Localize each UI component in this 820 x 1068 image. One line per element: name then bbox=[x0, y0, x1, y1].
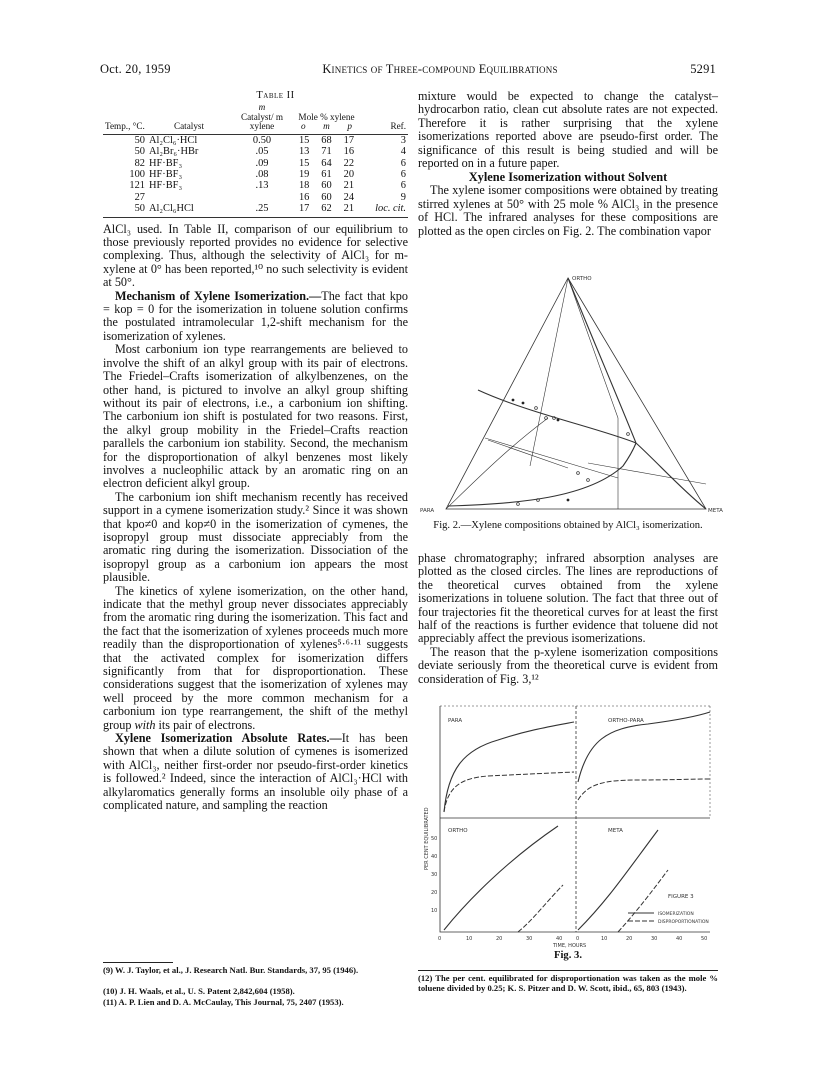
table-cell-ratio: .08 bbox=[255, 169, 269, 180]
fig2-guide-g bbox=[446, 418, 548, 509]
fig3-ytick: 10 bbox=[431, 908, 438, 914]
footnote-9: (9) W. J. Taylor, et al., J. Research Natl. Bur. Standards, 37, 95 (1946). bbox=[103, 965, 359, 975]
fig2-guide-c bbox=[485, 438, 618, 478]
fig2-point bbox=[577, 472, 580, 475]
left-paragraph-1: AlCl₃ used. In Table II, comparison of our equilibrium to those previously reported provides no evidence for selective complexing. Thus, although the selectivity of AlCl₃ for m-xylene at 0° has been reported,¹⁰ no such selectivity is evident at 50°. bbox=[103, 221, 408, 290]
col-ratio bbox=[231, 103, 293, 134]
col-mole bbox=[293, 103, 360, 134]
fig2-guide-f bbox=[588, 463, 706, 484]
fig3-curve-ortho-iso bbox=[444, 826, 558, 930]
table-cell-m: 68 bbox=[321, 134, 332, 146]
right-column bbox=[418, 90, 718, 238]
table-row bbox=[103, 134, 408, 146]
fig3-xtick: 10 bbox=[466, 936, 473, 942]
ternary-diagram bbox=[418, 268, 723, 518]
fig2-point bbox=[557, 419, 560, 422]
table-cell-o: 15 bbox=[298, 134, 310, 146]
kinetics-text-with: with bbox=[134, 717, 156, 732]
fig3-curve-op-iso bbox=[578, 712, 710, 782]
page-number: 5291 bbox=[690, 62, 716, 76]
footnote-11: (11) A. P. Lien and D. A. McCaulay, This Journal, 75, 2407 (1953). bbox=[103, 997, 344, 1007]
fig2-point bbox=[517, 503, 520, 506]
table-cell-m: 60 bbox=[321, 180, 332, 192]
table-cell-catalyst: Al₂Cl₆·HCl bbox=[149, 134, 198, 146]
table-cell-o: 15 bbox=[298, 157, 310, 169]
table-cell-ratio: 0.50 bbox=[252, 134, 272, 146]
table-row bbox=[103, 146, 408, 157]
table-cell-catalyst: Al₂Br₆·HBr bbox=[149, 146, 199, 158]
fig2-curve-meta bbox=[636, 443, 706, 509]
fig3-ytick: 50 bbox=[431, 836, 438, 842]
table-cell-temp: 100 bbox=[129, 169, 145, 180]
col-catalyst: Catalyst bbox=[147, 103, 231, 134]
table-row bbox=[103, 203, 408, 217]
table-cell-p: 24 bbox=[343, 191, 355, 203]
table-cell-p: 17 bbox=[343, 134, 355, 146]
fig3-ytick: 40 bbox=[431, 854, 438, 860]
table-cell-catalyst: HF·BF₃ bbox=[149, 180, 183, 192]
figure-3 bbox=[418, 700, 718, 950]
right-paragraph-4: The reason that the p-xylene isomerization compositions deviate seriously from the theoretical curve is evident from consideration of Fig. 3,¹² bbox=[418, 644, 718, 686]
table-cell-ratio bbox=[231, 192, 293, 203]
equilibrium-table bbox=[103, 103, 408, 218]
table-cell-temp: 82 bbox=[134, 157, 145, 169]
fig3-xtick: 0 bbox=[438, 936, 442, 942]
col-ratio-label: Catalyst/ m xylene bbox=[240, 111, 284, 132]
figure-3-caption: Fig. 3. bbox=[554, 950, 582, 961]
table-cell-ref: 6 bbox=[400, 157, 406, 169]
table-cell-ratio: .25 bbox=[231, 203, 293, 217]
left-paragraph-5 bbox=[103, 585, 408, 732]
table-cell-m: 71 bbox=[321, 146, 332, 158]
fig3-curve-para-disp bbox=[444, 772, 574, 812]
fig3-curve-ortho-disp bbox=[518, 885, 563, 932]
table-cell-catalyst: HF·BF₃ bbox=[149, 169, 183, 180]
table-cell-ratio: .13 bbox=[255, 180, 269, 192]
table-cell-temp: 50 bbox=[134, 134, 145, 146]
table-cell-m: 62 bbox=[315, 203, 337, 217]
footnote-12: (12) The per cent. equilibrated for disproportionation was taken as the mole % toluene divided by 0.25; K. S. Pitzer and D. W. Scott, ibid., 65, 803 (1943). bbox=[418, 973, 718, 994]
fig3-xtick: 30 bbox=[651, 936, 658, 942]
table-cell-o: 16 bbox=[298, 191, 310, 203]
col-ratio-top: m bbox=[258, 102, 266, 112]
right-paragraph-1: mixture would be expected to change the catalyst–hydrocarbon ratio, clean cut absolute rates are not expected. Therefore it is rather surprising that the xylene isomerizations reported above are pseudo-first order. The significance of this result is being studied and will be reported on in a future paper. bbox=[418, 89, 718, 171]
table-cell-o: 18 bbox=[298, 180, 310, 192]
fig3-xtick: 20 bbox=[496, 936, 503, 942]
section-heading-no-solvent: Xylene Isomerization without Solvent bbox=[468, 170, 668, 185]
table-cell-ref: 6 bbox=[400, 169, 406, 180]
fig2-point bbox=[512, 399, 515, 402]
absolute-rates-text: It has been shown that when a dilute solution of cymenes is isomerized with AlCl₃, neither first-order nor pseudo-first-order kinetics is followed.² Indeed, since the interaction of AlCl₃·HCl with alkylaromatics generally forms an insoluble oily phase of a complicated nature, and sampling the reaction bbox=[103, 731, 408, 813]
footnote-rule-right bbox=[418, 970, 718, 971]
fig3-curve-meta-iso bbox=[578, 830, 658, 930]
right-paragraph-3: phase chromatography; infrared absorption analyses are plotted as the closed circles. The lines are reproductions of the theoretical curves obtained from the xylene isomerizations in toluene solution. The fact that three out of four trajectories fit the theoretical curves for at least the first half of the reactions is further evidence that toluene did not appreciably affect the previous isomerizations. bbox=[418, 551, 718, 646]
col-m: m bbox=[323, 121, 330, 132]
right-paragraph-2: The xylene isomer compositions were obtained by treating stirred xylenes at 50° with 25 mole % AlCl₃ in the presence of HCl. The infrared analyses for these compositions are plotted as the open circles on Fig. 2. The combination vapor bbox=[418, 183, 718, 238]
fig2-point bbox=[567, 499, 570, 502]
table-cell-p: 21 bbox=[338, 203, 360, 217]
footnote-rule-left bbox=[103, 962, 173, 963]
fig3-ytick: 30 bbox=[431, 872, 438, 878]
fig2-curve-ortho bbox=[568, 278, 636, 443]
fig3-xtick: 20 bbox=[626, 936, 633, 942]
table-title: Table II bbox=[256, 90, 295, 101]
legend-disp-label: DISPROPORTIONATION bbox=[658, 920, 709, 925]
fig2-point bbox=[587, 479, 590, 482]
header-date: Oct. 20, 1959 bbox=[100, 62, 171, 76]
table-cell-m: 60 bbox=[321, 191, 332, 203]
table-cell-catalyst: HF·BF₃ bbox=[149, 157, 183, 169]
fig2-label-ortho: ORTHO bbox=[572, 276, 592, 282]
left-paragraph-3: Most carbonium ion type rearrangements are believed to involve the shift of an alkyl group with its pair of electrons. The Friedel–Crafts isomerization of alkylbenzenes, on the other hand, is pictured to involve an alkyl group shifting without its pair of electrons, i.e., a carbonium ion shifting. The carbonium ion shift is postulated for two reasons. First, the alkyl group mobility in the Friedel–Crafts reaction parallels the carbonium ion stability. Second, the mechanism for the disproportionation of alkyl benzenes most likely involves a nucleophilic attack by an aromatic ring on an electron deficient alkyl group. bbox=[103, 342, 408, 491]
fig3-label-ortho-para: ORTHO-PARA bbox=[608, 718, 644, 724]
table-row bbox=[103, 169, 408, 180]
fig3-xlabel: TIME, HOURS bbox=[553, 943, 587, 949]
fig2-point bbox=[535, 407, 538, 410]
fig3-xtick: 0 bbox=[576, 936, 580, 942]
table-cell-ref: 6 bbox=[400, 180, 406, 192]
fig3-label-para: PARA bbox=[448, 718, 463, 724]
table-cell-temp: 50 bbox=[103, 203, 147, 217]
col-o: o bbox=[301, 121, 306, 132]
table-cell-o: 13 bbox=[298, 146, 310, 158]
figure-2 bbox=[418, 268, 723, 518]
left-column bbox=[103, 90, 408, 813]
fig3-ytick: 20 bbox=[431, 890, 438, 896]
table-cell-o: 19 bbox=[298, 169, 310, 180]
fig3-xtick: 40 bbox=[556, 936, 563, 942]
table-cell-p: 16 bbox=[343, 146, 355, 158]
fig3-xtick: 30 bbox=[526, 936, 533, 942]
fig3-xtick: 10 bbox=[601, 936, 608, 942]
table-cell-ref: 9 bbox=[400, 191, 406, 203]
table-cell-m: 64 bbox=[321, 157, 332, 169]
fig2-point bbox=[522, 402, 525, 405]
fig3-curve-op-disp bbox=[578, 779, 710, 800]
table-row bbox=[103, 192, 408, 203]
col-mole-label: Mole % xylene bbox=[298, 111, 355, 122]
left-paragraph-2 bbox=[103, 290, 408, 344]
table-cell-temp: 50 bbox=[134, 146, 145, 158]
fig3-ylabel: PER CENT EQUILIBRATED bbox=[424, 807, 430, 870]
left-paragraph-4: The carbonium ion shift mechanism recently has received support in a cymene isomerization study.² Since it was shown that kpo≠0 and kop≠0 in the isomerization of cymenes, the isopropyl group must dissociate appreciably from the aromatic ring during the isomerization. Dissociation of the isopropyl group as a carbonium ion appears the most plausible. bbox=[103, 489, 408, 585]
fig2-curve-upper bbox=[478, 390, 636, 443]
col-ref: Ref. bbox=[360, 103, 408, 134]
fig2-guide-b bbox=[530, 278, 568, 466]
kinetics-text-c: its pair of electrons. bbox=[155, 717, 256, 732]
fig3-xtick: 50 bbox=[701, 936, 708, 942]
table-cell-o: 17 bbox=[293, 203, 315, 217]
kinetics-text-a: The kinetics of xylene isomerization, on the other hand, indicate that the methyl group never dissociates appreciably from the aromatic ring during the isomerization. This fact and the fact that the isomerization of xylenes proceeds much more readily than the disproportionation of xylenes⁵·⁶·¹¹ suggests that the activated complex for isomerization differs significantly from that for disproportionation. These considerations suggest that the isomerization of xylenes may well proceed by the more common mechanism for a carbonium ion type rearrangement, the shift of the methyl group bbox=[103, 583, 408, 732]
mechanism-text: The fact that kpo = kop = 0 for the isomerization in toluene solution confirms the postulated intramolecular 1,2-shift mechanism for the isomerization of xylenes. bbox=[103, 288, 408, 343]
table-cell-ref: 3 bbox=[400, 134, 406, 146]
fig3-figure-label: FIGURE 3 bbox=[668, 894, 694, 900]
table-cell-temp: 27 bbox=[134, 191, 145, 203]
table-row bbox=[103, 180, 408, 191]
legend-iso-label: ISOMERIZATION bbox=[658, 912, 694, 917]
table-cell-p: 22 bbox=[343, 157, 355, 169]
fig2-label-para: PARA bbox=[420, 508, 435, 514]
table-cell-ref: 4 bbox=[400, 146, 406, 158]
fig2-label-meta: META bbox=[708, 508, 723, 514]
fig3-curve-para-iso bbox=[444, 722, 574, 812]
table-cell-p: 20 bbox=[343, 169, 355, 180]
fig2-guide-a bbox=[568, 278, 618, 418]
absolute-rates-heading: Xylene Isomerization Absolute Rates.— bbox=[115, 731, 342, 746]
fig2-point bbox=[627, 433, 630, 436]
footnote-10: (10) J. H. Waals, et al., U. S. Patent 2,842,604 (1958). bbox=[103, 986, 295, 996]
table-row bbox=[103, 158, 408, 169]
mechanism-heading: Mechanism of Xylene Isomerization.— bbox=[115, 288, 322, 303]
fig3-xtick: 40 bbox=[676, 936, 683, 942]
table-cell-ratio: .05 bbox=[255, 146, 269, 158]
fig3-label-meta: META bbox=[608, 828, 623, 834]
table-cell-m: 61 bbox=[321, 169, 332, 180]
table-cell-catalyst: Al₂Cl₆HCl bbox=[147, 203, 231, 217]
figure-2-caption: Fig. 2.—Xylene compositions obtained by AlCl₃ isomerization. bbox=[433, 520, 703, 531]
header-title: Kinetics of Three-compound Equilibrations bbox=[322, 62, 558, 76]
table-cell-p: 21 bbox=[343, 180, 355, 192]
table-cell-ratio: .09 bbox=[255, 157, 269, 169]
table-cell-catalyst bbox=[147, 192, 231, 203]
table-cell-ref: loc. cit. bbox=[360, 203, 408, 217]
equilibration-plot bbox=[418, 700, 718, 950]
fig3-label-ortho: ORTHO bbox=[448, 828, 468, 834]
right-column-continued bbox=[418, 552, 718, 686]
table-cell-temp: 121 bbox=[129, 180, 145, 192]
left-paragraph-6 bbox=[103, 732, 408, 812]
col-temp: Temp., °C. bbox=[103, 103, 147, 134]
fig2-point bbox=[545, 417, 548, 420]
fig2-guide-d bbox=[488, 440, 568, 468]
col-p: p bbox=[347, 121, 352, 132]
